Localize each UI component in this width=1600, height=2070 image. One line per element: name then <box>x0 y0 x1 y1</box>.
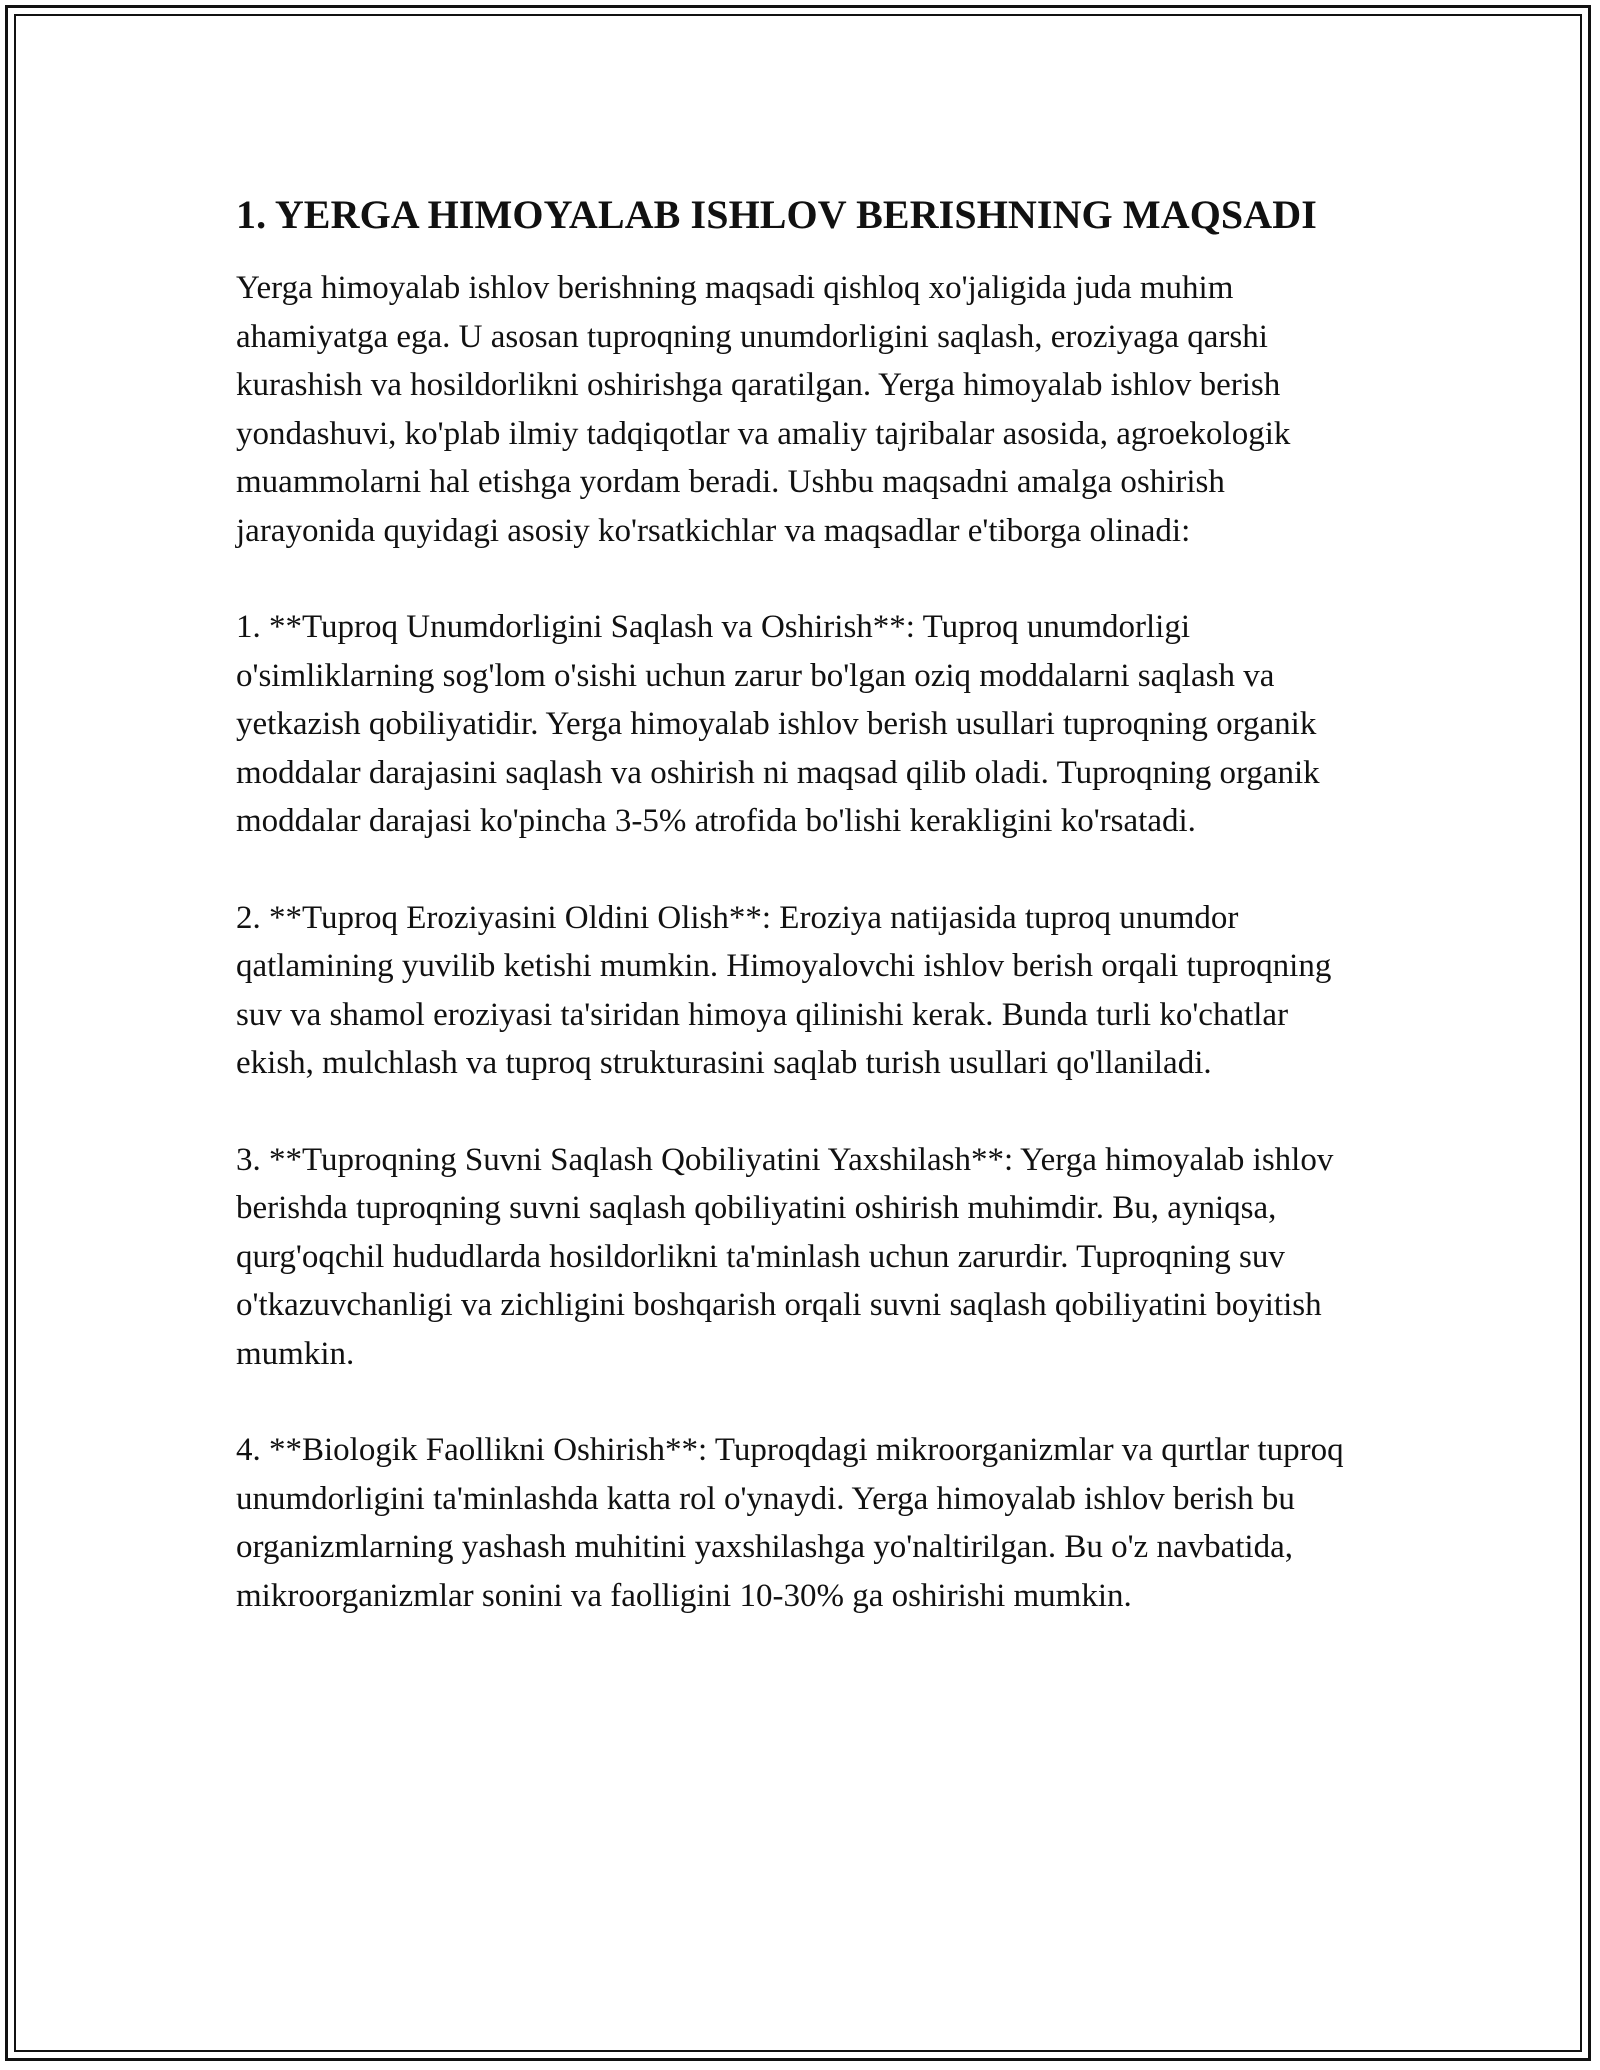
list-item-water-retention: 3. **Tuproqning Suvni Saqlash Qobiliyatini Yaxshilash**: Yerga himoyalab ishlov berishda tuproqning suvni saqlash qobiliyatini oshirish muhimdir. Bu, ayniqsa, qurg'oqchil hududlarda hosildorlikni ta'minlash uchun zarurdir. Tuproqning suv o'tkazuvchanligi va zichligini boshqarish orqali suvni saqlash qobiliyatini boyitish mumkin. <box>236 1141 1334 1372</box>
list-item-erosion-prevention: 2. **Tuproq Eroziyasini Oldini Olish**: Eroziya natijasida tuproq unumdor qatlamining yuvilib ketishi mumkin. Himoyalovchi ishlov berish orqali tuproqning suv va shamol eroziyasi ta'siridan himoya qilinishi kerak. Bunda turli ko'chatlar ekish, mulchlash va tuproq strukturasini saqlab turish usullari qo'llaniladi. <box>236 899 1332 1081</box>
intro-paragraph: Yerga himoyalab ishlov berishning maqsadi qishloq xo'jaligida juda muhim ahamiyatga ega. U asosan tuproqning unumdorligini saqlash, eroziyaga qarshi kurashish va hosildorlikni oshirishga qaratilgan. Yerga himoyalab ishlov berish yondashuvi, ko'plab ilmiy tadqiqotlar va amaliy tajribalar asosida, agroekologik muammolarni hal etishga yordam beradi. Ushbu maqsadni amalga oshirish jarayonida quyidagi asosiy ko'rsatkichlar va maqsadlar e'tiborga olinadi: <box>236 270 1291 549</box>
section-heading: 1. YERGA HIMOYALAB ISHLOV BERISHNING MAQSADI <box>236 192 1317 237</box>
document-body <box>236 188 1372 1668</box>
list-item-biological-activity: 4. **Biologik Faollikni Oshirish**: Tuproqdagi mikroorganizmlar va qurtlar tuproq unumdorligini ta'minlashda katta rol o'ynaydi. Yerga himoyalab ishlov berish bu organizmlarning yashash muhitini yaxshilashga yo'naltirilgan. Bu o'z navbatida, mikroorganizmlar sonini va faolligini 10-30% ga oshirishi mumkin. <box>236 1432 1344 1614</box>
list-item-soil-fertility: 1. **Tuproq Unumdorligini Saqlash va Oshirish**: Tuproq unumdorligi o'simliklarning sog'lom o'sishi uchun zarur bo'lgan oziq moddalarni saqlash va yetkazish qobiliyatidir. Yerga himoyalab ishlov berish usullari tuproqning organik moddalar darajasini saqlash va oshirish ni maqsad qilib oladi. Tuproqning organik moddalar darajasi ko'pincha 3-5% atrofida bo'lishi kerakligini ko'rsatadi. <box>236 609 1320 839</box>
